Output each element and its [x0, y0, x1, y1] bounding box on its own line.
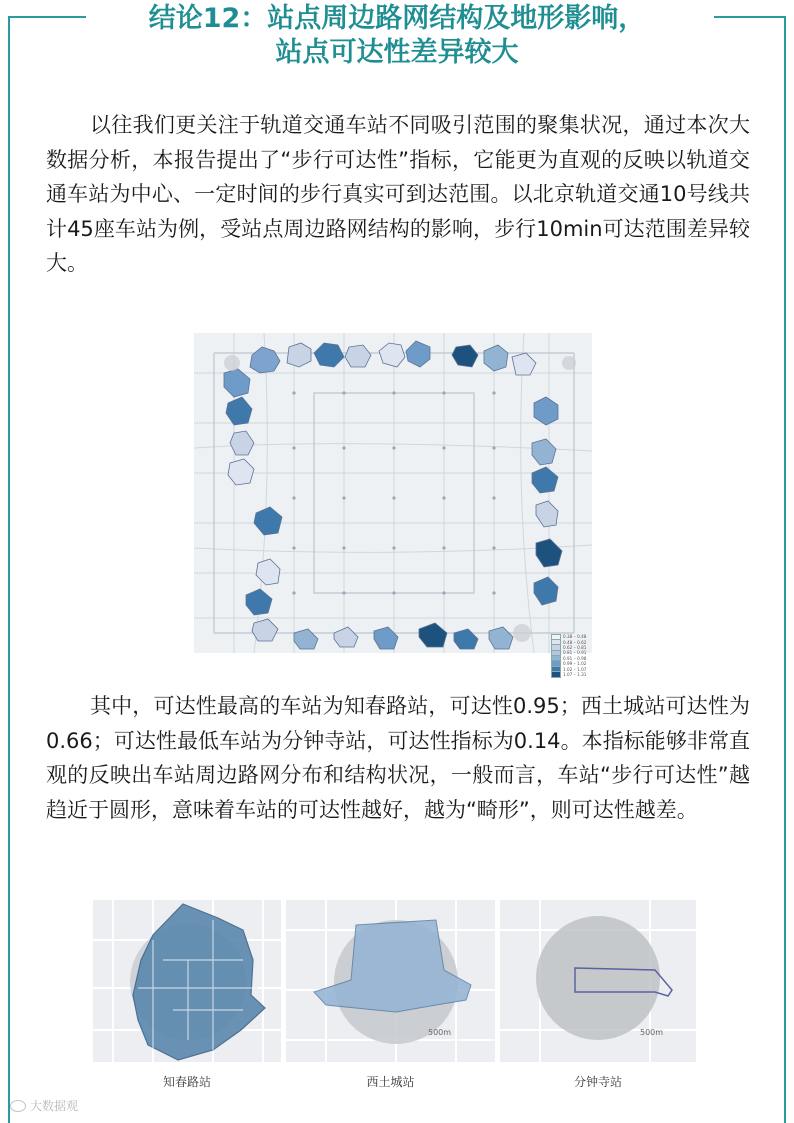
findings-paragraph: 其中，可达性最高的车站为知春路站，可达性0.95；西土城站可达性为0.66；可达性最低车站为分钟寺站，可达性指标为0.14。本指标能够非常直观的反映出车站周边路网分布和结构状况，一般而言，车站“步行可达性”越趋近于圆形，意味着车站的可达性越好，越为“畸形”，则可达性越差。 [46, 694, 750, 822]
legend-item [551, 672, 589, 677]
panel-xitucheng-map [286, 900, 495, 1062]
legend-label: 1.07 – 1.31 [563, 671, 587, 677]
legend-label: 0.48 – 0.62 [563, 639, 587, 645]
xitucheng-catchment-graphic [286, 900, 495, 1062]
legend-label: 0.38 – 0.48 [563, 634, 587, 640]
legend-label: 0.62 – 0.81 [563, 644, 587, 650]
watermark [10, 1097, 78, 1114]
watermark-logo-icon [10, 1100, 26, 1112]
legend-label: 0.99 – 1.02 [563, 661, 587, 667]
section-title [0, 2, 794, 70]
panel-label-xitucheng: 西土城站 [366, 1075, 415, 1089]
frame-left-line [8, 16, 10, 1123]
panel-fenzhongsi-map [500, 900, 696, 1062]
xitucheng-scale-label: 500m [428, 1028, 452, 1037]
intro-paragraph: 以往我们更关注于轨道交通车站不同吸引范围的聚集状况，通过本次大数据分析，本报告提出了“步行可达性”指标，它能更为直观的反映以轨道交通车站为中心、一定时间的步行真实可到达范围。以北京轨道交通10号线共计45座车站为例，受站点周边路网结构的影响，步行10min可达范围差异较大。 [46, 113, 750, 275]
legend-label: 0.91 – 0.98 [563, 655, 587, 661]
title-line-1: 结论12：站点周边路网结构及地形影响， [148, 3, 646, 34]
line10-map-graphic [194, 333, 592, 656]
panel-zhichunlu-map [93, 900, 281, 1062]
fenzhongsi-scale-label: 500m [640, 1028, 664, 1037]
accessibility-legend [551, 634, 589, 677]
panel-label-fenzhongsi: 分钟寺站 [573, 1075, 622, 1089]
zhichunlu-catchment-graphic [93, 900, 281, 1062]
frame-right-line [784, 16, 786, 1123]
panel-label-zhichunlu: 知春路站 [162, 1075, 211, 1089]
title-line-2: 站点可达性差异较大 [275, 37, 519, 68]
legend-label: 1.02 – 1.07 [563, 666, 587, 672]
fenzhongsi-catchment-graphic [500, 900, 696, 1062]
legend-swatch [551, 671, 561, 677]
watermark-text: 大数据观 [30, 1099, 79, 1113]
line10-accessibility-map [194, 333, 592, 677]
legend-label: 0.81 – 0.91 [563, 650, 587, 656]
